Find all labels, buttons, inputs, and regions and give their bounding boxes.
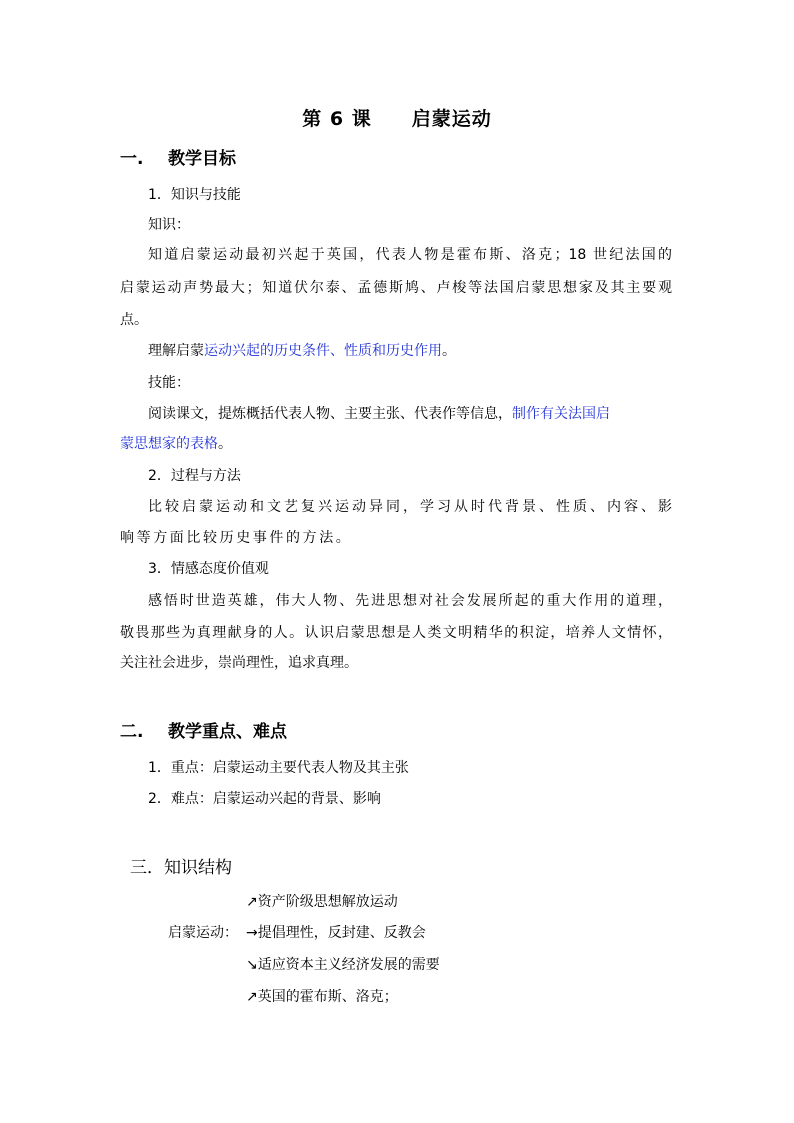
understand-highlight: 运动兴起的历史条件、性质和历史作用: [204, 343, 442, 359]
emotion-text-line1: 感悟时世造英雄，伟大人物、先进思想对社会发展所起的重大作用的道理，: [148, 593, 672, 609]
section2-heading: 教学重点、难点: [168, 722, 287, 742]
structure-label: 启蒙运动：: [168, 925, 238, 941]
structure-branch-3: ↘适应资本主义经济发展的需要: [246, 957, 440, 973]
process-text-line2: 响等方面比较历史事件的方法。: [120, 530, 353, 546]
difficult-point-item: 2．难点：启蒙运动兴起的背景、影响: [148, 791, 381, 807]
skills-text-blue: 制作有关法国启: [512, 406, 610, 422]
subsection3-heading: 3．情感态度价值观: [148, 561, 269, 577]
knowledge-text-line1: 知道启蒙运动最初兴起于英国，代表人物是霍布斯、洛克；18 世纪法国的: [148, 247, 672, 263]
section1-number: 一.: [120, 149, 144, 169]
section2-number: 二.: [120, 722, 144, 742]
skills-text-blue2: 蒙思想家的表格: [120, 436, 218, 452]
understand-text: [148, 342, 456, 360]
key-point-item: 1．重点：启蒙运动主要代表人物及其主张: [148, 760, 409, 776]
subsection2-heading: 2．过程与方法: [148, 468, 241, 484]
knowledge-text-line2: 启蒙运动声势最大；知道伏尔泰、孟德斯鸠、卢梭等法国启蒙思想家及其主要观: [120, 280, 672, 296]
understand-prefix: 理解启蒙: [148, 343, 204, 359]
emotion-text-line3: 关注社会进步，崇尚理性，追求真理。: [120, 655, 358, 671]
process-text-line1: 比较启蒙运动和文艺复兴运动异同，学习从时代背景、性质、内容、影: [148, 499, 672, 515]
page-title: 第 6 课 启蒙运动: [302, 108, 492, 130]
section3-heading: 三．知识结构: [130, 858, 232, 878]
structure-branch-2: →提倡理性，反封建、反教会: [246, 925, 426, 941]
knowledge-label: 知识：: [148, 217, 190, 233]
understand-end: 。: [442, 343, 456, 359]
skills-text-black: 阅读课文，提炼概括代表人物、主要主张、代表作等信息，: [148, 406, 512, 422]
subsection1-heading: 1．知识与技能: [148, 187, 241, 203]
knowledge-text-line3: 点。: [120, 312, 148, 328]
skills-text-line1: [148, 405, 610, 423]
skills-label: 技能：: [148, 375, 190, 391]
section1-heading: 教学目标: [168, 149, 236, 169]
skills-text-end: 。: [218, 436, 232, 452]
emotion-text-line2: 敬畏那些为真理献身的人。认识启蒙思想是人类文明精华的积淀，培养人文情怀，: [120, 625, 672, 641]
structure-branch-1: ↗资产阶级思想解放运动: [246, 894, 398, 910]
structure-branch-4: ↗英国的霍布斯、洛克；: [246, 989, 398, 1005]
skills-text-line2: [120, 435, 232, 453]
